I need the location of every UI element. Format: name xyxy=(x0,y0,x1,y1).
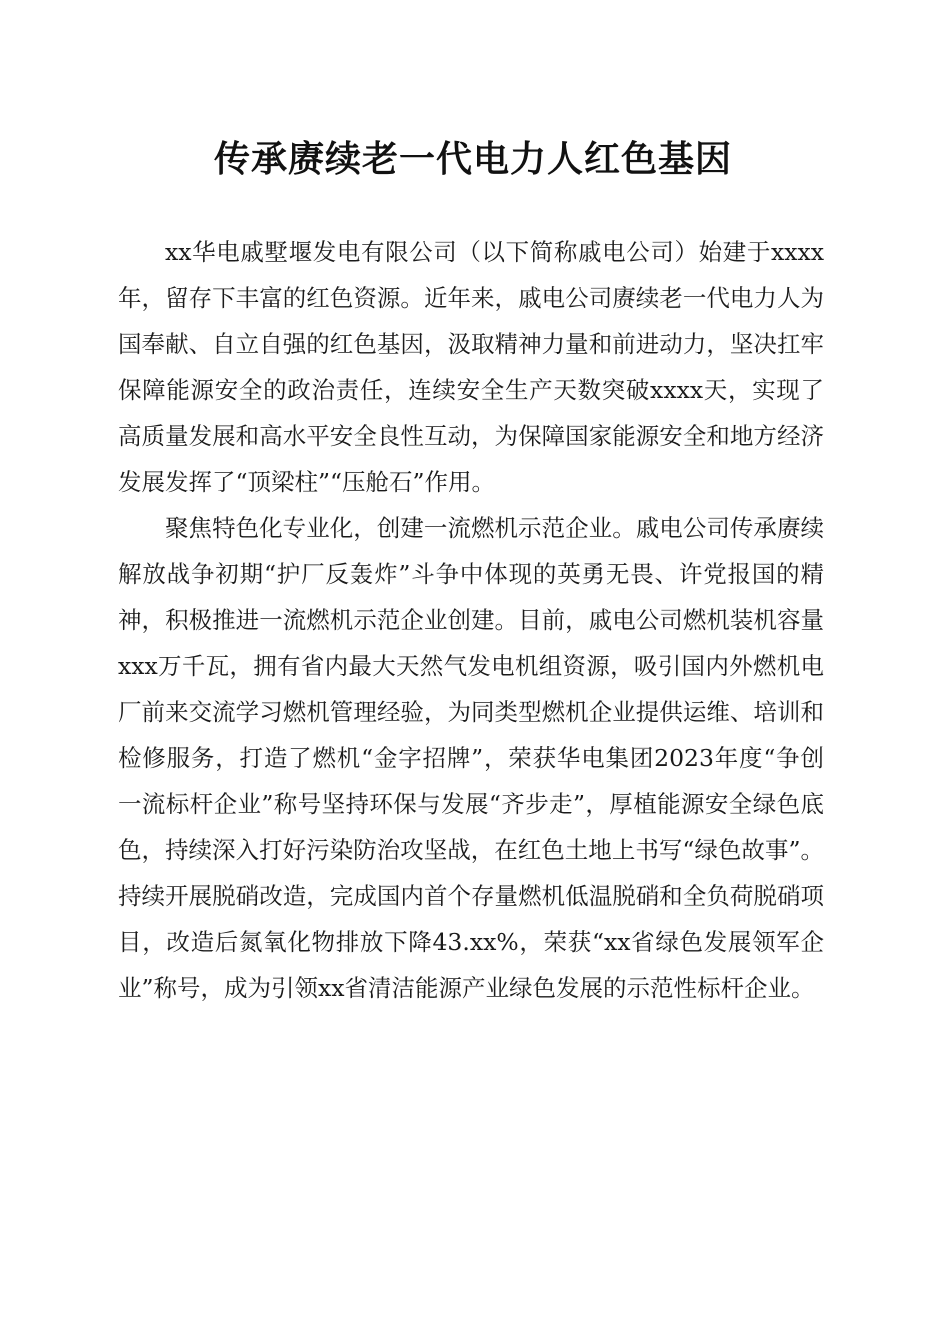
paragraph-intro: xx华电戚墅堰发电有限公司（以下简称戚电公司）始建于xxxx年，留存下丰富的红色资源。近年来，戚电公司赓续老一代电力人为国奉献、自立自强的红色基因，汲取精神力量和前进动力，坚决扛牢保障能源安全的政治责任，连续安全生产天数突破xxxx天，实现了高质量发展和高水平安全良性互动，为保障国家能源安全和地方经济发展发挥了“顶梁柱”“压舱石”作用。 xyxy=(118,238,824,496)
document-body xyxy=(118,229,824,1011)
paragraph-gas-turbine: 聚焦特色化专业化，创建一流燃机示范企业。戚电公司传承赓续解放战争初期“护厂反轰炸”斗争中体现的英勇无畏、许党报国的精神，积极推进一流燃机示范企业创建。目前，戚电公司燃机装机容量xxx万千瓦，拥有省内最大天然气发电机组资源，吸引国内外燃机电厂前来交流学习燃机管理经验，为同类型燃机企业提供运维、培训和检修服务，打造了燃机“金字招牌”，荣获华电集团2023年度“争创一流标杆企业”称号坚持环保与发展“齐步走”，厚植能源安全绿色底色，持续深入打好污染防治攻坚战，在红色土地上书写“绿色故事”。持续开展脱硝改造，完成国内首个存量燃机低温脱硝和全负荷脱硝项目，改造后氮氧化物排放下降43.xx%，荣获“xx省绿色发展领军企业”称号，成为引领xx省清洁能源产业绿色发展的示范性标杆企业。 xyxy=(118,514,824,1002)
document-title: 传承赓续老一代电力人红色基因 xyxy=(213,138,732,180)
